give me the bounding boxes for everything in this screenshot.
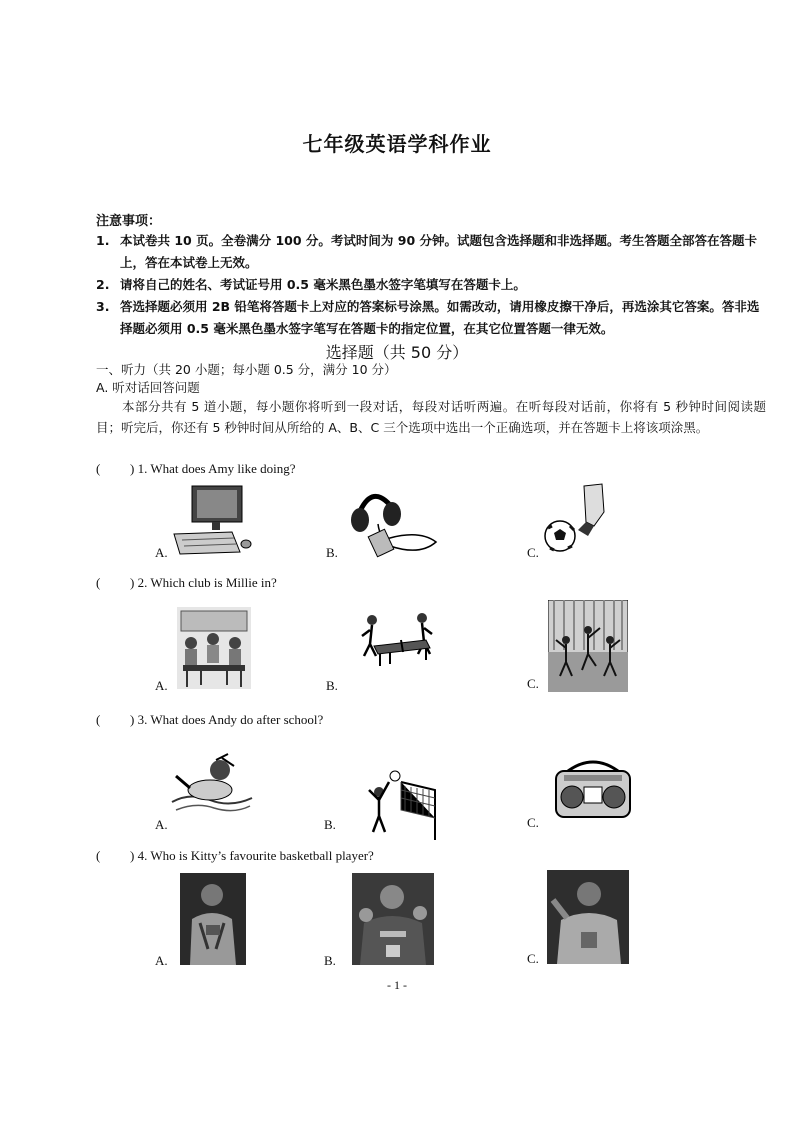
notice-text: 答选择题必须用 2B 铅笔将答题卡上对应的答案标号涂黑。如需改动，请用橡皮擦干净后，再选涂其它答案。答非选择题必须用 0.5 毫米黑色墨水签字笔写在答题卡的指定位置，在其它位置答题一律无效。 <box>120 299 760 336</box>
section-title: 选择题（共 50 分） <box>325 343 469 362</box>
instructions-paragraph: 本部分共有 5 道小题，每小题你将听到一段对话，每段对话听两遍。在听每段对话前，你将有 5 秒钟时间阅读题目；听完后，你还有 5 秒钟时间从所给的 A、B、C 三个选项中选出一个正确选项，并在答题卡上将该项涂黑。 <box>96 399 766 435</box>
notice-text: 请将自己的姓名、考试证号用 0.5 毫米黑色墨水签字笔填写在答题卡上。 <box>120 277 526 292</box>
option-c-label: C. <box>527 815 539 830</box>
answer-paren-close: ) <box>130 712 135 727</box>
option-b-label: B. <box>326 678 338 693</box>
notice-item-1 <box>96 230 770 274</box>
swimming-image <box>170 752 254 816</box>
notice-number: 2. <box>96 277 110 292</box>
option-c-label: C. <box>527 951 539 966</box>
volleyball-image <box>365 770 437 842</box>
question-text: 4. Who is Kitty’s favourite basketball player? <box>137 848 374 863</box>
option-c-label: C. <box>527 676 539 691</box>
basketball-player-a-image <box>180 873 246 965</box>
question-4 <box>96 848 374 864</box>
notice-number: 1. <box>96 233 110 248</box>
reading-club-image <box>177 607 251 689</box>
option-a-label: A. <box>155 545 168 560</box>
subpart-heading: A. 听对话回答问题 <box>96 380 200 395</box>
answer-paren-open: ( <box>96 848 101 863</box>
answer-paren-close: ) <box>130 575 135 590</box>
option-a-label: A. <box>155 817 168 832</box>
computer-image <box>172 482 254 558</box>
dance-club-image <box>548 600 628 692</box>
option-b-label: B. <box>324 817 336 832</box>
radio-image <box>554 757 632 821</box>
answer-paren-open: ( <box>96 712 101 727</box>
notice-item-3 <box>96 296 770 340</box>
question-text: 3. What does Andy do after school? <box>137 712 324 727</box>
table-tennis-image <box>360 610 436 670</box>
answer-paren-close: ) <box>130 461 135 476</box>
part-heading: 一、听力（共 20 小题；每小题 0.5 分，满分 10 分） <box>96 362 397 377</box>
headphones-image <box>350 480 440 562</box>
notice-heading: 注意事项： <box>96 214 162 229</box>
answer-paren-open: ( <box>96 461 101 476</box>
basketball-player-c-image <box>547 870 629 964</box>
option-c-label: C. <box>527 545 539 560</box>
page-number: - 1 - <box>387 978 407 992</box>
question-1 <box>96 461 296 477</box>
question-text: 2. Which club is Millie in? <box>137 575 277 590</box>
notice-item-2 <box>96 274 770 296</box>
option-a-label: A. <box>155 678 168 693</box>
question-text: 1. What does Amy like doing? <box>137 461 296 476</box>
answer-paren-close: ) <box>130 848 135 863</box>
basketball-player-b-image <box>352 873 434 965</box>
notice-number: 3. <box>96 299 110 314</box>
option-a-label: A. <box>155 953 168 968</box>
option-b-label: B. <box>324 953 336 968</box>
question-3 <box>96 712 323 728</box>
option-b-label: B. <box>326 545 338 560</box>
answer-paren-open: ( <box>96 575 101 590</box>
document-title: 七年级英语学科作业 <box>302 132 492 156</box>
question-2 <box>96 575 277 591</box>
football-image <box>540 482 616 562</box>
notice-text: 本试卷共 10 页。全卷满分 100 分。考试时间为 90 分钟。试题包含选择题和非选择题。考生答题全部答在答题卡上，答在本试卷上无效。 <box>120 233 757 270</box>
